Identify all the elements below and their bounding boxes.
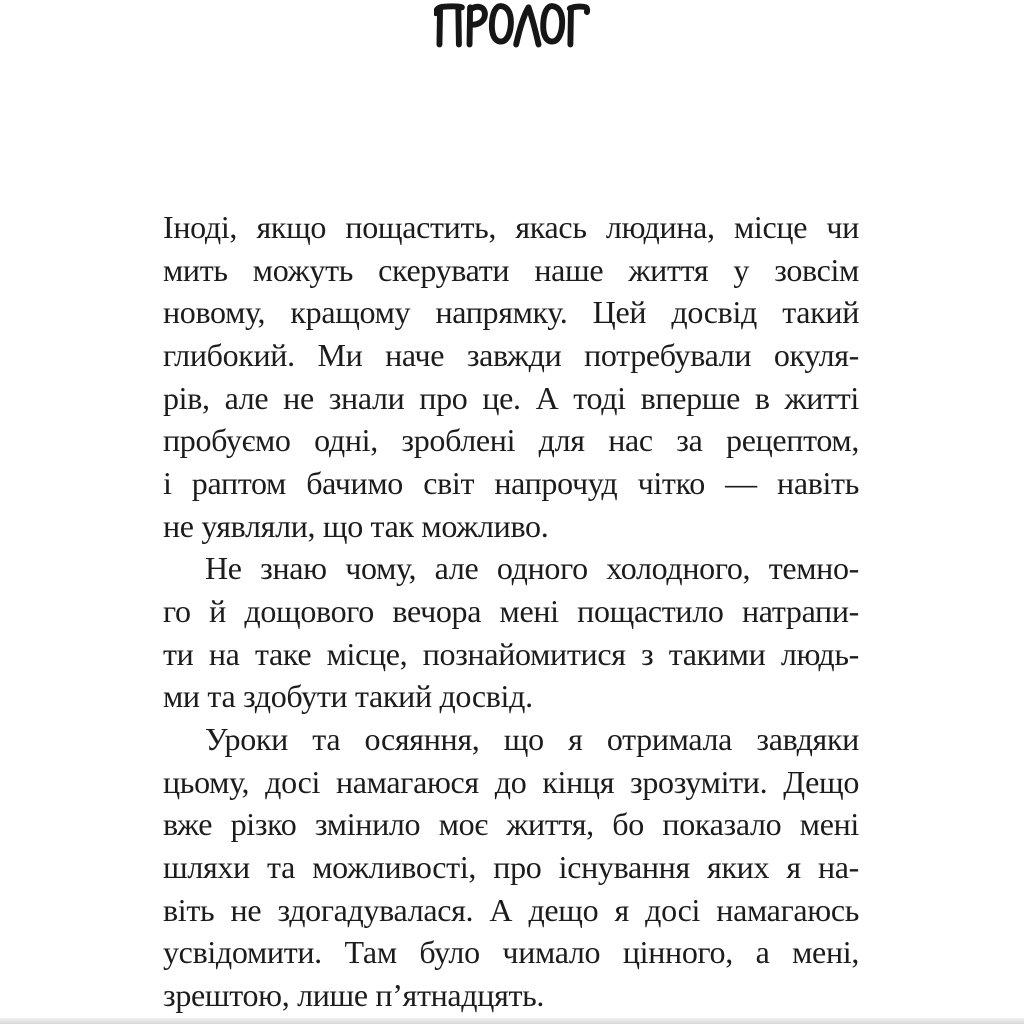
text-line: Уроки та осяяння, що я отримала завдяки [205,720,859,757]
text-line: Не знаю чому, але одного холодного, темно- [205,550,859,587]
text-line: Іноді, якщо пощастить, якась людина, місце чи [163,209,859,245]
chapter-title-lettering [434,2,590,48]
text-line: ти на таке місце, познайомитися з такими людь- [163,635,859,672]
text-line: вже різко змінило моє життя, бо показало мені [163,806,859,843]
text-line: шляхи та можливості, про існування яких я на- [163,848,859,885]
text-line: усвідомити. Там було чимало цінного, а мені, [163,934,859,971]
chapter-heading [0,2,1024,48]
text-line: рів, але не знали про це. А тоді вперше в житті [163,379,859,416]
text-line: зрештою, лише п’ятнадцять. [163,976,545,1013]
text-line: віть не здогадувалася. А дещо я досі намагаюсь [163,891,859,928]
paragraph-3 [163,718,859,1017]
text-line: новому, кращому напрямку. Цей досвід такий [163,294,859,331]
text-line: пробуємо одні, зроблені для нас за рецептом, [163,422,859,459]
text-line: цьому, досі намагаюся до кінця зрозуміти. Дещо [163,763,859,800]
text-line: не уявляли, що так можливо. [163,507,549,544]
paragraph-1 [163,206,859,547]
page-body [163,206,859,1016]
chapter-title [434,2,590,48]
text-line: мить можуть скерувати наше життя у зовсім [163,251,859,288]
text-line: глибокий. Ми наче завжди потребували окуля- [163,336,859,373]
text-line: і раптом бачимо світ напрочуд чітко — навіть [163,464,859,501]
text-line: ми та здобути такий досвід. [163,678,533,715]
text-line: го й дощового вечора мені пощастило натрапи- [163,592,859,629]
paragraph-2 [163,547,859,718]
bottom-edge-shadow [0,1018,1024,1024]
